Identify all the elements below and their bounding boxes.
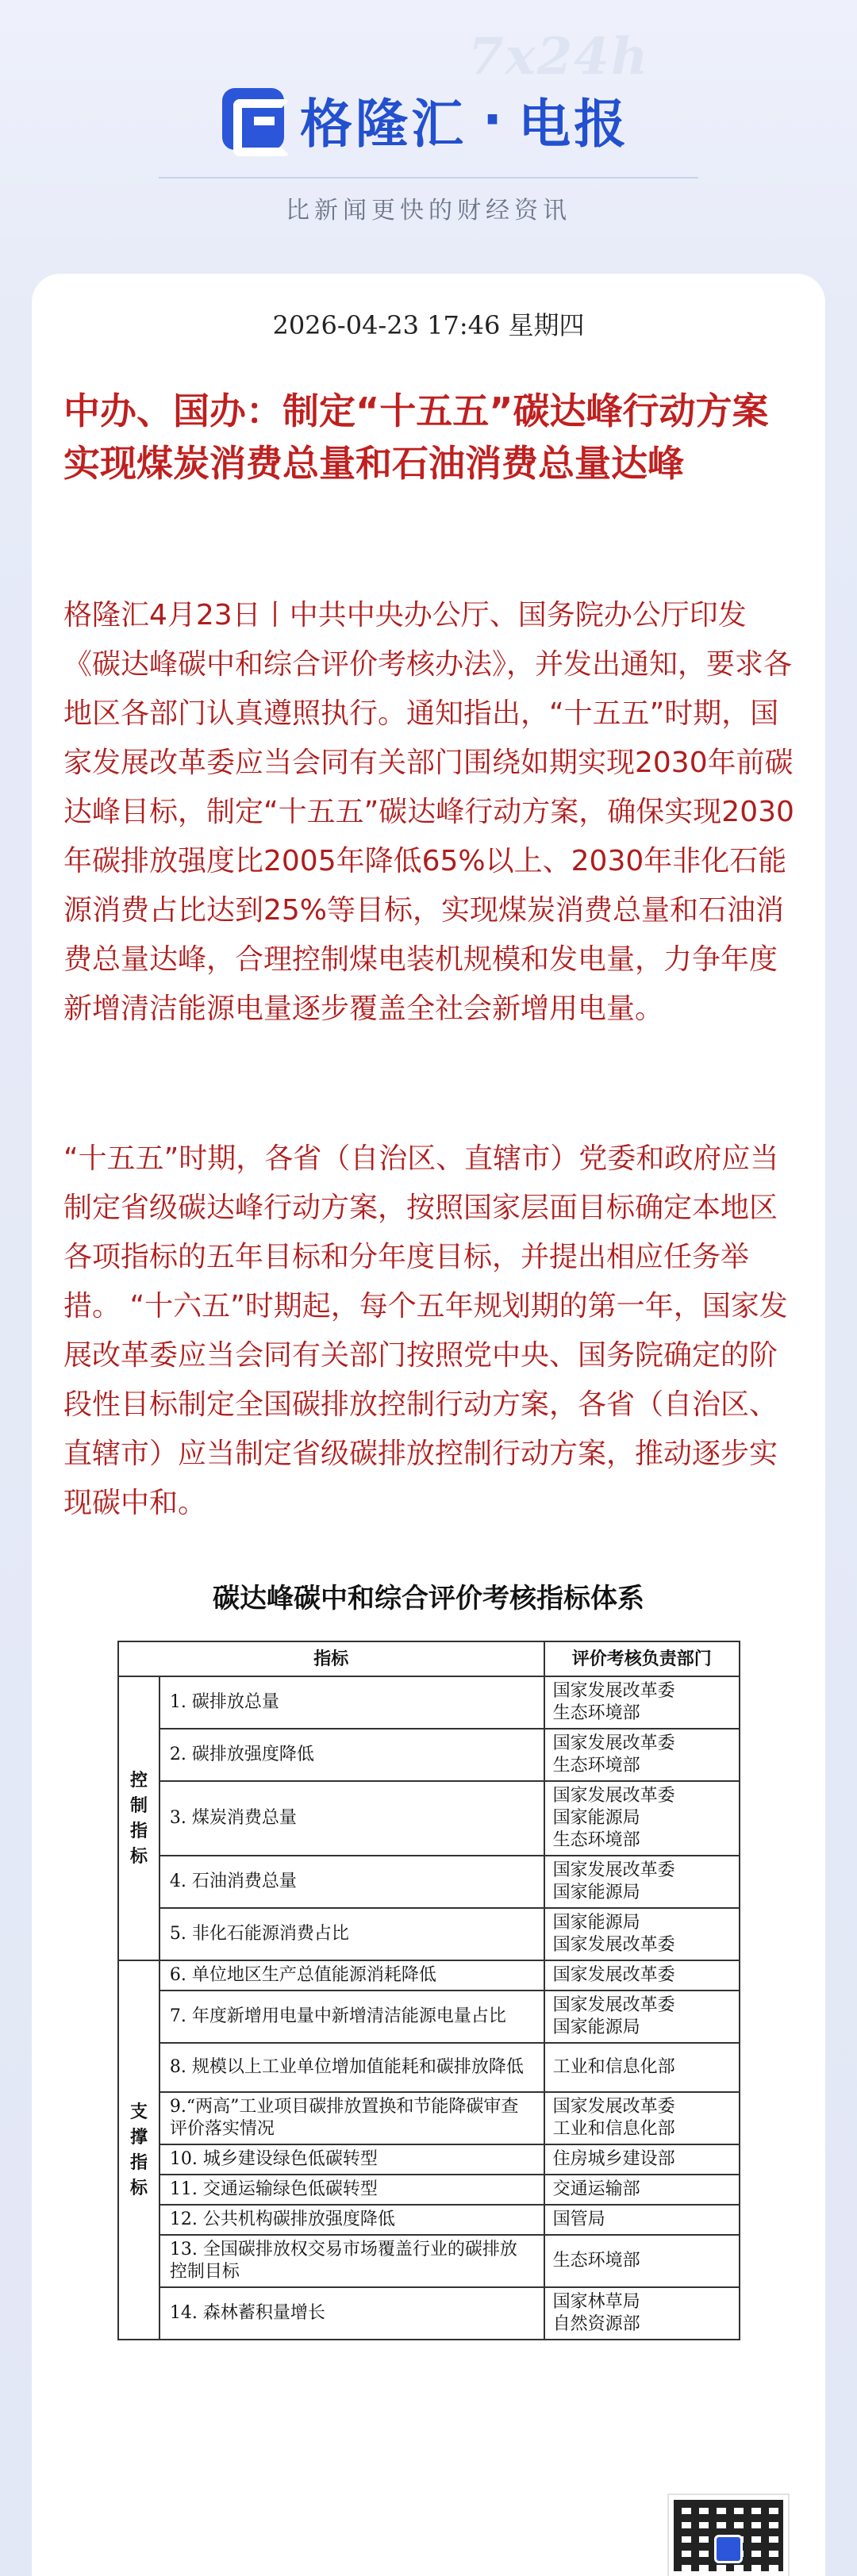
- indicator-cell: 9.“两高”工业项目碳排放置换和节能降碳审查评价落实情况: [159, 2092, 544, 2144]
- dept-cell: 工业和信息化部: [544, 2043, 740, 2092]
- indicator-cell: 10. 城乡建设绿色低碳转型: [159, 2144, 544, 2175]
- header-indicator: 指标: [118, 1641, 544, 1676]
- table-row: [118, 1676, 740, 1729]
- table-row: [118, 2235, 740, 2287]
- indicator-cell: 7. 年度新增用电量中新增清洁能源电量占比: [159, 1991, 544, 2043]
- divider: [159, 177, 698, 179]
- indicator-table: [117, 1641, 740, 2340]
- table-row: [118, 2043, 740, 2092]
- header-dept: 评价考核负责部门: [544, 1641, 740, 1676]
- dept-cell: 国家发展改革委 生态环境部: [544, 1676, 740, 1729]
- dept-cell: 国家发展改革委 生态环境部: [544, 1729, 740, 1781]
- dept-cell: 国管局: [544, 2205, 740, 2235]
- tagline: 比新闻更快的财经资讯: [286, 197, 571, 225]
- qr-logo-icon: [714, 2535, 743, 2563]
- indicator-cell: 5. 非化石能源消费占比: [159, 1908, 544, 1960]
- dept-cell: 交通运输部: [544, 2175, 740, 2205]
- gelonghui-logo-icon: [222, 88, 284, 150]
- article-paragraph-1: 格隆汇4月23日丨中共中央办公厅、国务院办公厅印发《碳达峰碳中和综合评价考核办法》，并发出通知，要求各地区各部门认真遵照执行。通知指出，“十五五”时期，国家发展改革委应当会同有关部门围绕如期实现2030年前碳达峰目标，制定“十五五”碳达峰行动方案，确保实现2030年碳排放强度比2005年降低65%以上、2030年非化石能源消费占比达到25%等目标，实现煤炭消费总量和石油消费总量达峰，合理控制煤电装机规模和发电量，力争年度新增清洁能源电量逐步覆盖全社会新增用电量。: [63, 599, 794, 1025]
- indicator-cell: 13. 全国碳排放权交易市场覆盖行业的碳排放控制目标: [159, 2235, 544, 2287]
- indicator-cell: 1. 碳排放总量: [159, 1676, 544, 1729]
- dept-cell: 住房城乡建设部: [544, 2144, 740, 2175]
- table-row: [118, 2205, 740, 2235]
- indicator-cell: 6. 单位地区生产总值能源消耗降低: [159, 1960, 544, 1991]
- table-row: [118, 1856, 740, 1908]
- table-row: [118, 1729, 740, 1781]
- dept-cell: 生态环境部: [544, 2235, 740, 2287]
- table-row: [118, 1960, 740, 1991]
- indicator-cell: 11. 交通运输绿色低碳转型: [159, 2175, 544, 2205]
- article-paragraph-2: “十五五”时期，各省（自治区、直辖市）党委和政府应当制定省级碳达峰行动方案，按照国家层面目标确定本地区各项指标的五年目标和分年度目标，并提出相应任务举措。 “十六五”时期起，每个五年规划期的第一年，国家发展改革委应当会同有关部门按照党中央、国务院确定的阶段性目标制定全国碳排放控制行动方案，各省（自治区、直辖市）应当制定省级碳排放控制行动方案，推动逐步实现碳中和。: [63, 1142, 788, 1519]
- category-control: 控制指标: [118, 1676, 159, 1960]
- table-header-row: [118, 1641, 740, 1676]
- dept-cell: 国家发展改革委 国家能源局: [544, 1856, 740, 1908]
- table-row: [118, 2144, 740, 2175]
- dept-cell: 国家发展改革委 国家能源局 生态环境部: [544, 1781, 740, 1856]
- indicator-cell: 2. 碳排放强度降低: [159, 1729, 544, 1781]
- publish-datetime: 2026-04-23 17:46 星期四: [272, 310, 585, 340]
- article-headline: 中办、国办：制定“十五五”碳达峰行动方案 实现煤炭消费总量和石油消费总量达峰: [63, 390, 769, 485]
- indicator-cell: 12. 公共机构碳排放强度降低: [159, 2205, 544, 2235]
- brand-logo: [222, 79, 629, 159]
- indicator-cell: 8. 规模以上工业单位增加值能耗和碳排放降低: [159, 2043, 544, 2092]
- indicator-cell: 14. 森林蓄积量增长: [159, 2287, 544, 2340]
- brand-name: 格隆汇: [300, 93, 467, 155]
- table-row: [118, 2175, 740, 2205]
- dept-cell: 国家林草局 自然资源部: [544, 2287, 740, 2340]
- header: [0, 0, 857, 262]
- indicator-cell: 3. 煤炭消费总量: [159, 1781, 544, 1856]
- brand-subtitle: 电报: [518, 93, 630, 155]
- dept-cell: 国家发展改革委 国家能源局: [544, 1991, 740, 2043]
- dept-cell: 国家能源局 国家发展改革委: [544, 1908, 740, 1960]
- table-row: [118, 1781, 740, 1856]
- brand-separator: ·: [482, 88, 503, 150]
- watermark-text: 7x24h: [468, 27, 650, 86]
- table-title: 碳达峰碳中和综合评价考核指标体系: [213, 1583, 644, 1614]
- table-row: [118, 2092, 740, 2144]
- table-row: [118, 1908, 740, 1960]
- dept-cell: 国家发展改革委 工业和信息化部: [544, 2092, 740, 2144]
- table-row: [118, 1991, 740, 2043]
- indicator-cell: 4. 石油消费总量: [159, 1856, 544, 1908]
- table-row: [118, 2287, 740, 2340]
- category-support: 支撑指标: [118, 1960, 159, 2340]
- dept-cell: 国家发展改革委: [544, 1960, 740, 1991]
